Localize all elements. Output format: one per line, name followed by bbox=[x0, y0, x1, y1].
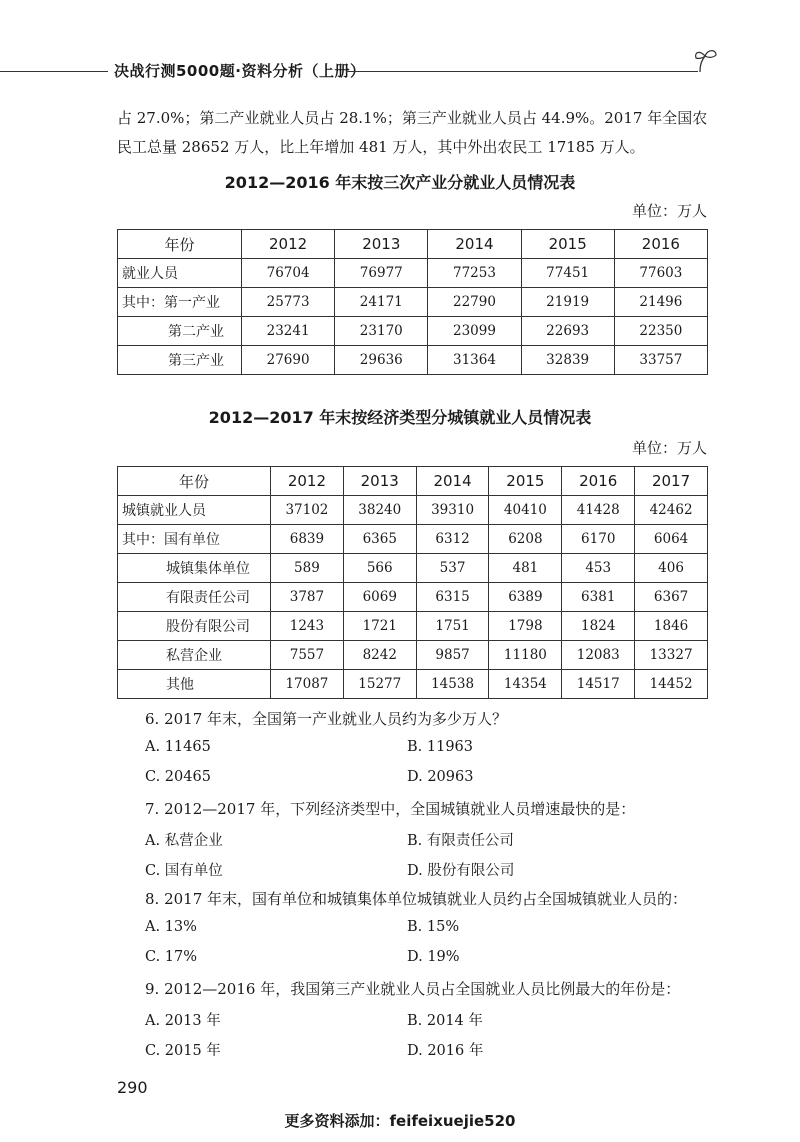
table1-col: 2014 bbox=[428, 230, 521, 259]
option: A. 11465 bbox=[145, 739, 211, 755]
cell: 1846 bbox=[635, 612, 708, 641]
cell: 6315 bbox=[416, 583, 489, 612]
option: A. 13% bbox=[145, 919, 197, 935]
cell: 17087 bbox=[271, 670, 344, 699]
cell: 14452 bbox=[635, 670, 708, 699]
cell: 33757 bbox=[614, 346, 707, 375]
table1-col: 2013 bbox=[335, 230, 428, 259]
footer-note bbox=[0, 1110, 800, 1131]
row-label: 城镇集体单位 bbox=[118, 554, 271, 583]
table-row bbox=[118, 525, 708, 554]
running-header bbox=[0, 58, 800, 88]
cell: 76977 bbox=[335, 259, 428, 288]
table2-col: 2016 bbox=[562, 467, 635, 496]
cell: 6208 bbox=[489, 525, 562, 554]
cell: 37102 bbox=[271, 496, 344, 525]
cell: 537 bbox=[416, 554, 489, 583]
row-label: 第二产业 bbox=[118, 317, 242, 346]
row-label: 有限责任公司 bbox=[118, 583, 271, 612]
cell: 13327 bbox=[635, 641, 708, 670]
row-label: 就业人员 bbox=[118, 259, 242, 288]
table1-header-row bbox=[118, 230, 708, 259]
table-row bbox=[118, 496, 708, 525]
table-urban-employment-by-type bbox=[117, 466, 708, 699]
row-label: 城镇就业人员 bbox=[118, 496, 271, 525]
table-row bbox=[118, 554, 708, 583]
table-row bbox=[118, 288, 708, 317]
option: C. 2015 年 bbox=[145, 1043, 221, 1059]
row-label: 其中：国有单位 bbox=[118, 525, 271, 554]
table-employment-by-industry bbox=[117, 229, 708, 375]
table-row bbox=[118, 583, 708, 612]
table1-col: 2012 bbox=[242, 230, 335, 259]
cell: 6064 bbox=[635, 525, 708, 554]
cell: 22790 bbox=[428, 288, 521, 317]
cell: 1721 bbox=[343, 612, 416, 641]
option: C. 17% bbox=[145, 949, 198, 965]
cell: 14354 bbox=[489, 670, 562, 699]
cell: 566 bbox=[343, 554, 416, 583]
cell: 23170 bbox=[335, 317, 428, 346]
cell: 31364 bbox=[428, 346, 521, 375]
option: C. 20465 bbox=[145, 769, 211, 785]
table2-col: 2017 bbox=[635, 467, 708, 496]
cell: 1824 bbox=[562, 612, 635, 641]
table-row bbox=[118, 612, 708, 641]
question-9: 9. 2012—2016 年，我国第三产业就业人员占全国就业人员比例最大的年份是： bbox=[145, 980, 681, 998]
sprout-icon bbox=[692, 46, 722, 78]
cell: 11180 bbox=[489, 641, 562, 670]
cell: 6367 bbox=[635, 583, 708, 612]
table-row bbox=[118, 317, 708, 346]
row-label: 其他 bbox=[118, 670, 271, 699]
cell: 23099 bbox=[428, 317, 521, 346]
cell: 481 bbox=[489, 554, 562, 583]
question-6: 6. 2017 年末，全国第一产业就业人员约为多少万人？ bbox=[145, 710, 508, 728]
option: B. 11963 bbox=[407, 739, 474, 755]
page-number: 290 bbox=[117, 1078, 148, 1097]
table1-title: 2012—2016 年末按三次产业分就业人员情况表 bbox=[224, 173, 576, 192]
table-row bbox=[118, 259, 708, 288]
footer-prefix: 更多资料添加： bbox=[284, 1112, 390, 1130]
cell: 40410 bbox=[489, 496, 562, 525]
cell: 1751 bbox=[416, 612, 489, 641]
cell: 6069 bbox=[343, 583, 416, 612]
table2-col: 2012 bbox=[271, 467, 344, 496]
option: D. 19% bbox=[407, 949, 460, 965]
table2-header-row bbox=[118, 467, 708, 496]
option: C. 国有单位 bbox=[145, 863, 223, 879]
cell: 24171 bbox=[335, 288, 428, 317]
cell: 41428 bbox=[562, 496, 635, 525]
cell: 8242 bbox=[343, 641, 416, 670]
header-rule-right bbox=[346, 71, 698, 72]
question-8: 8. 2017 年末，国有单位和城镇集体单位城镇就业人员约占全国城镇就业人员的： bbox=[145, 890, 688, 908]
option: A. 私营企业 bbox=[145, 833, 223, 849]
intro-line-2: 民工总量 28652 万人，比上年增加 481 万人，其中外出农民工 17185 万人。 bbox=[117, 138, 645, 156]
book-title: 决战行测5000题·资料分析（上册） bbox=[114, 62, 366, 80]
intro-line-1: 占 27.0%；第二产业就业人员占 28.1%；第三产业就业人员占 44.9%。2017 年全国农 bbox=[117, 109, 708, 127]
cell: 453 bbox=[562, 554, 635, 583]
cell: 32839 bbox=[521, 346, 614, 375]
cell: 6839 bbox=[271, 525, 344, 554]
row-label: 股份有限公司 bbox=[118, 612, 271, 641]
footer-id: feifeixuejie520 bbox=[389, 1112, 516, 1130]
option: D. 20963 bbox=[407, 769, 474, 785]
cell: 42462 bbox=[635, 496, 708, 525]
cell: 76704 bbox=[242, 259, 335, 288]
question-7: 7. 2012—2017 年，下列经济类型中，全国城镇就业人员增速最快的是： bbox=[145, 800, 636, 818]
header-rule-left bbox=[0, 71, 108, 72]
cell: 1243 bbox=[271, 612, 344, 641]
table2-col: 2013 bbox=[343, 467, 416, 496]
cell: 21919 bbox=[521, 288, 614, 317]
table1-col: 2015 bbox=[521, 230, 614, 259]
cell: 25773 bbox=[242, 288, 335, 317]
option: B. 2014 年 bbox=[407, 1013, 483, 1029]
option: D. 股份有限公司 bbox=[407, 863, 515, 879]
table2-col: 2015 bbox=[489, 467, 562, 496]
table-row bbox=[118, 346, 708, 375]
cell: 589 bbox=[271, 554, 344, 583]
cell: 9857 bbox=[416, 641, 489, 670]
row-label: 其中：第一产业 bbox=[118, 288, 242, 317]
cell: 77253 bbox=[428, 259, 521, 288]
cell: 6170 bbox=[562, 525, 635, 554]
cell: 22350 bbox=[614, 317, 707, 346]
table-row bbox=[118, 670, 708, 699]
table2-unit: 单位：万人 bbox=[631, 439, 707, 457]
table2-title: 2012—2017 年末按经济类型分城镇就业人员情况表 bbox=[208, 408, 592, 427]
option: B. 有限责任公司 bbox=[407, 833, 514, 849]
cell: 77603 bbox=[614, 259, 707, 288]
cell: 22693 bbox=[521, 317, 614, 346]
cell: 406 bbox=[635, 554, 708, 583]
option: B. 15% bbox=[407, 919, 460, 935]
row-label: 私营企业 bbox=[118, 641, 271, 670]
table1-col: 2016 bbox=[614, 230, 707, 259]
table1-col-year: 年份 bbox=[118, 230, 242, 259]
row-label: 第三产业 bbox=[118, 346, 242, 375]
cell: 6312 bbox=[416, 525, 489, 554]
cell: 6389 bbox=[489, 583, 562, 612]
cell: 21496 bbox=[614, 288, 707, 317]
option: A. 2013 年 bbox=[145, 1013, 221, 1029]
cell: 14517 bbox=[562, 670, 635, 699]
cell: 7557 bbox=[271, 641, 344, 670]
cell: 12083 bbox=[562, 641, 635, 670]
option: D. 2016 年 bbox=[407, 1043, 484, 1059]
table1-unit: 单位：万人 bbox=[631, 202, 707, 220]
cell: 1798 bbox=[489, 612, 562, 641]
table-row bbox=[118, 641, 708, 670]
cell: 27690 bbox=[242, 346, 335, 375]
cell: 6365 bbox=[343, 525, 416, 554]
cell: 6381 bbox=[562, 583, 635, 612]
table2-col-year: 年份 bbox=[118, 467, 271, 496]
table2-col: 2014 bbox=[416, 467, 489, 496]
cell: 77451 bbox=[521, 259, 614, 288]
cell: 39310 bbox=[416, 496, 489, 525]
cell: 3787 bbox=[271, 583, 344, 612]
cell: 15277 bbox=[343, 670, 416, 699]
cell: 38240 bbox=[343, 496, 416, 525]
cell: 23241 bbox=[242, 317, 335, 346]
cell: 29636 bbox=[335, 346, 428, 375]
cell: 14538 bbox=[416, 670, 489, 699]
